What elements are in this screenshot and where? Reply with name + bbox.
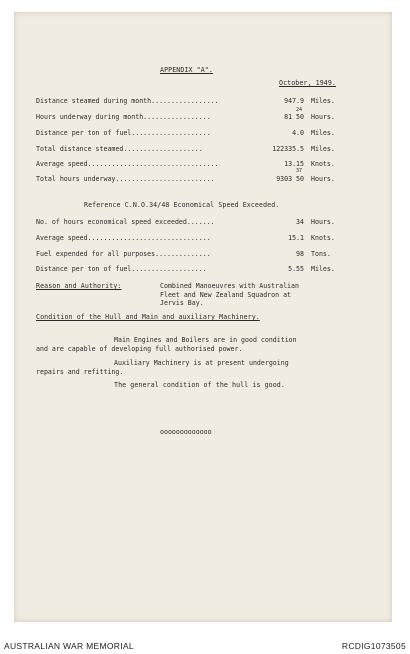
stat-value: 9303 50 (276, 175, 304, 183)
stat-label: No. of hours economical speed exceeded....... (36, 218, 215, 226)
stat-unit: Knots. (311, 234, 335, 242)
paragraph-auxiliary: Auxiliary Machinery is at present undergoing repairs and refitting. (36, 359, 289, 376)
reference-line: Reference C.N.O.34/48 Economical Speed Exceeded. (84, 201, 280, 209)
stat-value: 4.0 (292, 129, 304, 137)
stat-label: Average speed................................. (36, 160, 219, 168)
stat-row (36, 175, 346, 185)
stat-label: Hours underway during month................. (36, 113, 211, 121)
end-mark: ooooooooooooo (160, 428, 212, 436)
stat-unit: Miles. (311, 145, 335, 153)
stat-value: 34 (296, 218, 304, 226)
stat-row (36, 250, 346, 260)
paragraph-engines: Main Engines and Boilers are in good condition and are capable of developing full authorised power. (36, 336, 297, 353)
stat-row (36, 97, 346, 107)
condition-heading: Condition of the Hull and Main and auxiliary Machinery. (36, 313, 260, 321)
stat-label: Distance per ton of fuel.................... (36, 129, 211, 137)
stat-label: Total distance steamed.................... (36, 145, 203, 153)
stat-value: 98 (296, 250, 304, 258)
stat-value: 947.9 (284, 97, 304, 105)
report-date: October, 1949. (279, 79, 336, 87)
stat-unit: Miles. (311, 129, 335, 137)
stat-value: 13.15 (284, 160, 304, 168)
stat-value: 15.1 (288, 234, 304, 242)
stat-label: Distance per ton of fuel................... (36, 265, 207, 273)
stat-row (36, 218, 346, 228)
appendix-title: APPENDIX "A". (160, 66, 213, 74)
reason-text: Combined Manoeuvres with Australian Fleet and New Zealand Squadron at Jervis Bay. (160, 282, 299, 307)
stat-value: 122335.5 (272, 145, 304, 153)
stat-value: 81 50 (284, 113, 304, 121)
footer-source: AUSTRALIAN WAR MEMORIAL (4, 641, 134, 651)
stat-label: Total hours underway......................... (36, 175, 215, 183)
stat-unit: Hours. (311, 113, 335, 121)
total-hours-superscript: 37 (296, 168, 303, 174)
hours-superscript: 24 (296, 107, 303, 113)
paragraph-hull: The general condition of the hull is good. (114, 381, 285, 389)
stat-row (36, 145, 346, 155)
stat-unit: Miles. (311, 97, 335, 105)
stat-row (36, 129, 346, 139)
stat-unit: Hours. (311, 218, 335, 226)
stat-value: 5.55 (288, 265, 304, 273)
stat-label: Average speed............................... (36, 234, 211, 242)
stat-unit: Tons. (311, 250, 331, 258)
stat-row (36, 113, 346, 123)
stat-unit: Knots. (311, 160, 335, 168)
stat-label: Fuel expended for all purposes.............. (36, 250, 211, 258)
stat-unit: Miles. (311, 265, 335, 273)
stat-row (36, 265, 346, 275)
stat-row (36, 234, 346, 244)
stat-unit: Hours. (311, 175, 335, 183)
footer-id: RCDIG1073505 (341, 641, 406, 651)
reason-label: Reason and Authority: (36, 282, 122, 290)
stat-label: Distance steamed during month................. (36, 97, 219, 105)
